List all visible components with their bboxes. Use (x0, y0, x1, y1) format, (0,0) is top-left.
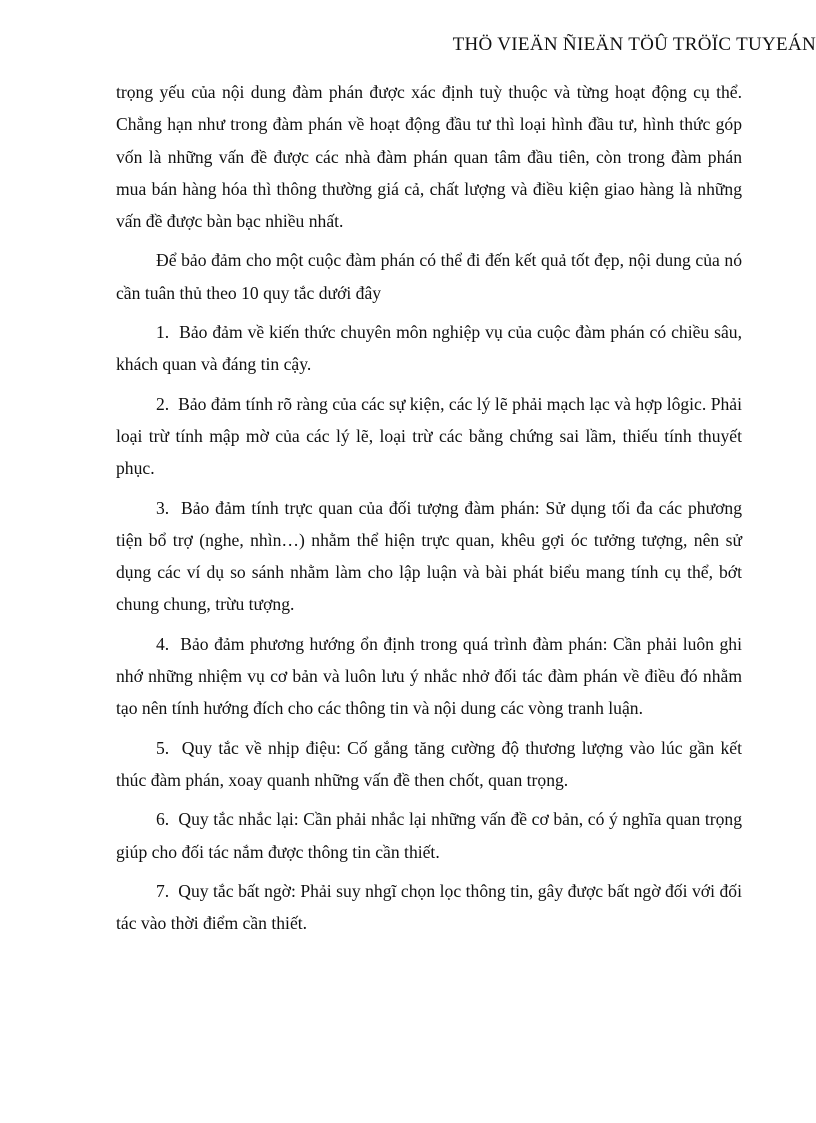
rule-number: 4. (156, 633, 170, 654)
rule-item-3 (116, 492, 742, 621)
rule-number: 2. (156, 393, 170, 414)
rule-text: Bảo đảm phương hướng ổn định trong quá trình đàm phán: Cần phải luôn ghi nhớ những nhiệm vụ cơ bản và luôn lưu ý nhắc nhở đối tác đàm phán về điều đó nhằm tạo nên tính hướng đích cho các thông tin và nội dung các vòng tranh luận. (116, 633, 742, 719)
rule-number: 3. (156, 497, 170, 518)
rule-number: 5. (156, 737, 170, 758)
rule-item-4 (116, 628, 742, 725)
page-header: THÖ VIEÄN ÑIEÄN TÖÛ TRÖÏC TUYEÁN (452, 34, 816, 55)
rule-item-2 (116, 388, 742, 485)
document-body (116, 76, 742, 939)
lead-paragraph: Để bảo đảm cho một cuộc đàm phán có thể đi đến kết quả tốt đẹp, nội dung của nó cần tuân thủ theo 10 quy tắc dưới đây (116, 250, 742, 303)
rule-item-1 (116, 316, 742, 381)
rule-text: Bảo đảm về kiến thức chuyên môn nghiệp vụ của cuộc đàm phán có chiều sâu, khách quan và đáng tin cậy. (116, 322, 742, 375)
rule-text: Bảo đảm tính trực quan của đối tượng đàm phán: Sử dụng tối đa các phương tiện bổ trợ (nghe, nhìn…) nhằm thể hiện trực quan, khêu gợi óc tưởng tượng, nên sử dụng các ví dụ so sánh nhằm làm cho lập luận và bài phát biểu mang tính cụ thể, bớt chung chung, trừu tượng. (116, 497, 743, 615)
rule-number: 6. (156, 809, 170, 830)
rule-number: 1. (156, 322, 170, 343)
rule-item-6 (116, 803, 742, 868)
rule-text: Quy tắc bất ngờ: Phải suy nhgĩ chọn lọc thông tin, gây được bất ngờ đối với đối tác vào thời điểm cần thiết. (116, 880, 742, 934)
intro-paragraph: trọng yếu của nội dung đàm phán được xác định tuỳ thuộc và từng hoạt động cụ thể. Chẳng hạn như trong đàm phán về hoạt động đầu tư thì loại hình đầu tư, hình thức góp vốn là những vấn đề được các nhà đàm phán quan tâm đầu tiên, còn trong đàm phán mua bán hàng hóa thì thông thường giá cả, chất lượng và điều kiện giao hàng là những vấn đề được bàn bạc nhiều nhất. (116, 82, 742, 232)
rule-text: Quy tắc về nhịp điệu: Cố gắng tăng cường độ thương lượng vào lúc gần kết thúc đàm phán, xoay quanh những vấn đề then chốt, quan trọng. (116, 737, 743, 790)
rule-text: Bảo đảm tính rõ ràng của các sự kiện, các lý lẽ phải mạch lạc và hợp lôgic. Phải loại trừ tính mập mờ của các lý lẽ, loại trừ các bằng chứng sai lầm, thiếu tính thuyết phục. (116, 393, 742, 479)
rule-item-7 (116, 875, 742, 940)
rule-text: Quy tắc nhắc lại: Cần phải nhắc lại những vấn đề cơ bản, có ý nghĩa quan trọng giúp cho đối tác nắm được thông tin cần thiết. (116, 809, 742, 862)
rule-item-5 (116, 732, 742, 797)
rule-number: 7. (156, 880, 170, 901)
